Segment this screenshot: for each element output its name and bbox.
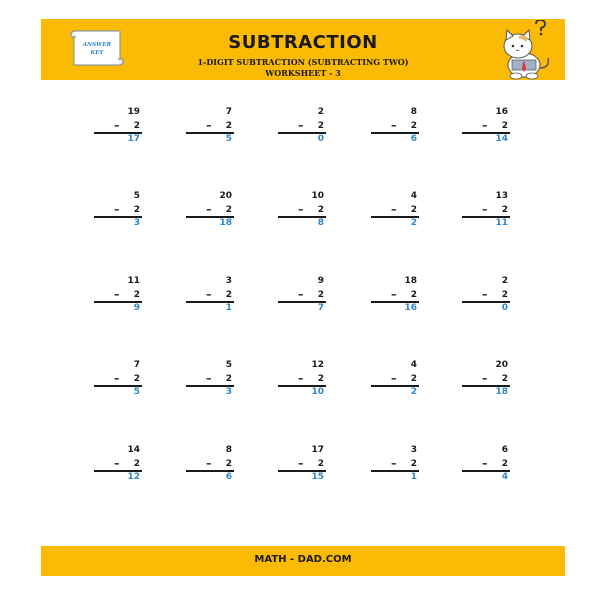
- minus-sign: –: [391, 457, 397, 470]
- minus-sign: –: [298, 203, 304, 216]
- minus-sign: –: [114, 288, 120, 301]
- answer: 9: [133, 303, 140, 313]
- subtrahend: 2: [225, 290, 232, 300]
- minus-sign: –: [114, 203, 120, 216]
- minuend: 9: [317, 276, 324, 286]
- answer: 3: [225, 387, 232, 397]
- answer: 11: [495, 218, 508, 228]
- page-title: SUBTRACTION: [228, 32, 378, 53]
- subtrahend: 2: [317, 459, 324, 469]
- subtrahend: 2: [225, 374, 232, 384]
- answer: 5: [133, 387, 140, 397]
- minuend: 18: [404, 276, 417, 286]
- subtraction-problem: [462, 360, 510, 400]
- subtrahend: 2: [317, 290, 324, 300]
- footer-site-name: MATH - DAD.COM: [254, 554, 352, 565]
- subtraction-problem: [371, 107, 419, 147]
- answer: 10: [311, 387, 324, 397]
- answer: 3: [133, 218, 140, 228]
- minus-sign: –: [298, 372, 304, 385]
- answer-key-line1: ANSWER: [82, 42, 112, 48]
- answer: 16: [404, 303, 417, 313]
- answer: 8: [317, 218, 324, 228]
- subtrahend: 2: [133, 205, 140, 215]
- minuend: 5: [133, 191, 140, 201]
- minus-sign: –: [298, 288, 304, 301]
- subtraction-problem: [371, 191, 419, 231]
- minuend: 11: [127, 276, 140, 286]
- header-band: [41, 19, 565, 80]
- subtraction-problem: [278, 107, 326, 147]
- answer: 12: [127, 472, 140, 482]
- subtraction-problem: [462, 191, 510, 231]
- minus-sign: –: [206, 288, 212, 301]
- subtraction-problem: [371, 445, 419, 485]
- minuend: 4: [410, 191, 417, 201]
- minuend: 17: [311, 445, 324, 455]
- subtraction-problem: [94, 445, 142, 485]
- subtrahend: 2: [410, 290, 417, 300]
- answer: 5: [225, 134, 232, 144]
- minus-sign: –: [206, 119, 212, 132]
- minus-sign: –: [391, 372, 397, 385]
- subtraction-problem: [278, 360, 326, 400]
- subtrahend: 2: [225, 459, 232, 469]
- subtraction-problem: [94, 107, 142, 147]
- subtraction-problem: [94, 191, 142, 231]
- minuend: 4: [410, 360, 417, 370]
- answer: 15: [311, 472, 324, 482]
- answer: 14: [495, 134, 508, 144]
- minus-sign: –: [482, 203, 488, 216]
- minus-sign: –: [482, 288, 488, 301]
- answer: 0: [317, 134, 324, 144]
- answer: 7: [317, 303, 324, 313]
- minus-sign: –: [298, 457, 304, 470]
- minus-sign: –: [391, 203, 397, 216]
- minuend: 13: [495, 191, 508, 201]
- minuend: 3: [225, 276, 232, 286]
- subtrahend: 2: [501, 121, 508, 131]
- subtrahend: 2: [410, 205, 417, 215]
- subtrahend: 2: [225, 121, 232, 131]
- answer: 1: [225, 303, 232, 313]
- minus-sign: –: [114, 372, 120, 385]
- minus-sign: –: [206, 372, 212, 385]
- subtraction-problem: [186, 276, 234, 316]
- subtraction-problem: [278, 276, 326, 316]
- minus-sign: –: [391, 119, 397, 132]
- minus-sign: –: [391, 288, 397, 301]
- subtrahend: 2: [133, 374, 140, 384]
- subtrahend: 2: [317, 205, 324, 215]
- subtrahend: 2: [410, 459, 417, 469]
- subtraction-problem: [186, 445, 234, 485]
- subtraction-problem: [371, 360, 419, 400]
- minuend: 20: [219, 191, 232, 201]
- subtrahend: 2: [501, 459, 508, 469]
- answer: 18: [495, 387, 508, 397]
- minus-sign: –: [206, 457, 212, 470]
- footer-band: [41, 546, 565, 576]
- answer: 18: [219, 218, 232, 228]
- subtrahend: 2: [133, 459, 140, 469]
- minus-sign: –: [114, 119, 120, 132]
- minuend: 5: [225, 360, 232, 370]
- answer: 17: [127, 134, 140, 144]
- minuend: 14: [127, 445, 140, 455]
- answer: 6: [225, 472, 232, 482]
- subtrahend: 2: [501, 374, 508, 384]
- subtrahend: 2: [133, 290, 140, 300]
- minus-sign: –: [482, 119, 488, 132]
- minus-sign: –: [482, 457, 488, 470]
- subtrahend: 2: [501, 205, 508, 215]
- subtraction-problem: [186, 107, 234, 147]
- subtraction-problem: [462, 276, 510, 316]
- minuend: 20: [495, 360, 508, 370]
- minuend: 12: [311, 360, 324, 370]
- subtraction-problem: [462, 445, 510, 485]
- subtrahend: 2: [317, 374, 324, 384]
- subtrahend: 2: [501, 290, 508, 300]
- subtraction-problem: [94, 360, 142, 400]
- subtrahend: 2: [410, 121, 417, 131]
- answer: 2: [410, 387, 417, 397]
- subtrahend: 2: [317, 121, 324, 131]
- subtraction-problem: [371, 276, 419, 316]
- minuend: 8: [410, 107, 417, 117]
- subtrahend: 2: [133, 121, 140, 131]
- subtraction-problem: [278, 445, 326, 485]
- subtraction-problem: [186, 191, 234, 231]
- minuend: 3: [410, 445, 417, 455]
- cat-with-question-mark-icon: [496, 20, 558, 80]
- minuend: 19: [127, 107, 140, 117]
- subtrahend: 2: [410, 374, 417, 384]
- minuend: 7: [133, 360, 140, 370]
- minuend: 16: [495, 107, 508, 117]
- subtraction-problem: [278, 191, 326, 231]
- minuend: 2: [317, 107, 324, 117]
- subtraction-problem: [462, 107, 510, 147]
- answer: 6: [410, 134, 417, 144]
- answer: 1: [410, 472, 417, 482]
- subtrahend: 2: [225, 205, 232, 215]
- answer-key-line2: KEY: [90, 50, 104, 56]
- minus-sign: –: [482, 372, 488, 385]
- minuend: 8: [225, 445, 232, 455]
- minus-sign: –: [114, 457, 120, 470]
- minuend: 7: [225, 107, 232, 117]
- answer: 4: [501, 472, 508, 482]
- subtraction-problem: [94, 276, 142, 316]
- worksheet-label: WORKSHEET - 3: [265, 68, 341, 78]
- subtraction-problem: [186, 360, 234, 400]
- page-subtitle: 1-DIGIT SUBTRACTION (SUBTRACTING TWO): [197, 57, 409, 67]
- minuend: 6: [501, 445, 508, 455]
- minus-sign: –: [298, 119, 304, 132]
- answer: 2: [410, 218, 417, 228]
- minus-sign: –: [206, 203, 212, 216]
- minuend: 10: [311, 191, 324, 201]
- answer: 0: [501, 303, 508, 313]
- minuend: 2: [501, 276, 508, 286]
